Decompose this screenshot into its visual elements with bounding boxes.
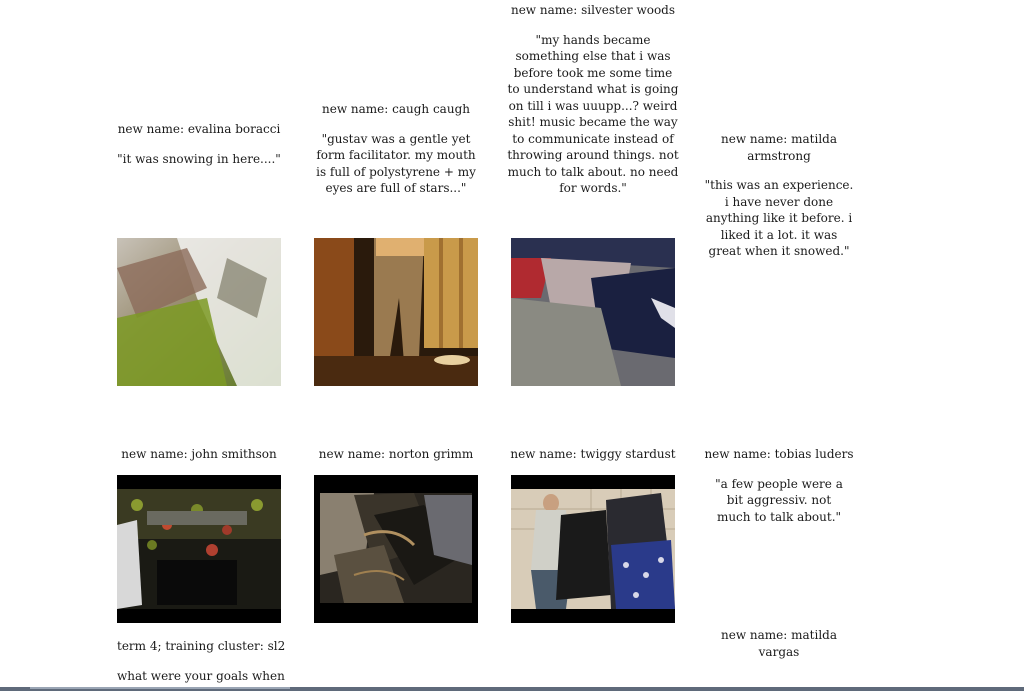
- photo-figure-in-doorway[interactable]: [314, 238, 478, 386]
- photo-blurred-fabric[interactable]: [511, 238, 675, 386]
- photo-blurred-greenery[interactable]: [117, 238, 281, 386]
- photo-dark-patterned-clothing[interactable]: [117, 475, 281, 623]
- entry-caugh-caugh: [306, 101, 486, 197]
- quote-text: "this was an experience. i have never done anything like it before. i liked it a lot. it was great when it snowed.": [704, 178, 854, 258]
- quote-text: "it was snowing in here....": [117, 151, 281, 166]
- new-name-label: new name: twiggy stardust: [510, 447, 676, 461]
- page-scrollbar[interactable]: [1015, 0, 1024, 691]
- entry-twiggy-stardust: [503, 446, 683, 463]
- term-info-block: [117, 638, 285, 684]
- new-name-label: new name: silvester woods: [510, 3, 676, 17]
- entry-silvester-woods: [503, 2, 683, 197]
- quote-text: "a few people were a bit aggressiv. not much to talk about.": [715, 476, 843, 524]
- photo-group-in-room[interactable]: [511, 475, 675, 623]
- entry-matilda-vargas: [689, 627, 869, 660]
- new-name-label: new name: john smithson: [121, 447, 277, 461]
- new-name-label: new name: norton grimm: [318, 447, 474, 461]
- entry-evalina-boracci: [109, 121, 289, 167]
- entry-norton-grimm: [306, 446, 486, 463]
- photo-hands-on-floor[interactable]: [314, 475, 478, 623]
- quote-text: "my hands became something else that i was before took me some time to understand what is going on till i was uuupp...? weird shit! music became the way to communicate instead of throwing around things. not much to talk about. no need for words.": [507, 32, 679, 195]
- quote-text: "gustav was a gentle yet form facilitator. my mouth is full of polystyrene + my eyes are full of stars...": [316, 131, 476, 195]
- new-name-label: new name: evalina boracci: [117, 122, 281, 136]
- new-name-label: new name: matilda armstrong: [720, 132, 837, 163]
- new-name-label: new name: caugh caugh: [322, 102, 470, 116]
- entry-john-smithson: [109, 446, 289, 463]
- scroll-thumb[interactable]: [30, 687, 290, 689]
- entry-tobias-luders: [689, 446, 869, 525]
- new-name-label: new name: matilda vargas: [720, 628, 837, 659]
- new-name-label: new name: tobias luders: [704, 447, 854, 461]
- goals-prompt: what were your goals when: [117, 668, 285, 683]
- term-label: term 4; training cluster: sl2: [117, 639, 286, 653]
- entry-matilda-armstrong: [689, 131, 869, 260]
- window-bottom-edge: [0, 687, 1024, 691]
